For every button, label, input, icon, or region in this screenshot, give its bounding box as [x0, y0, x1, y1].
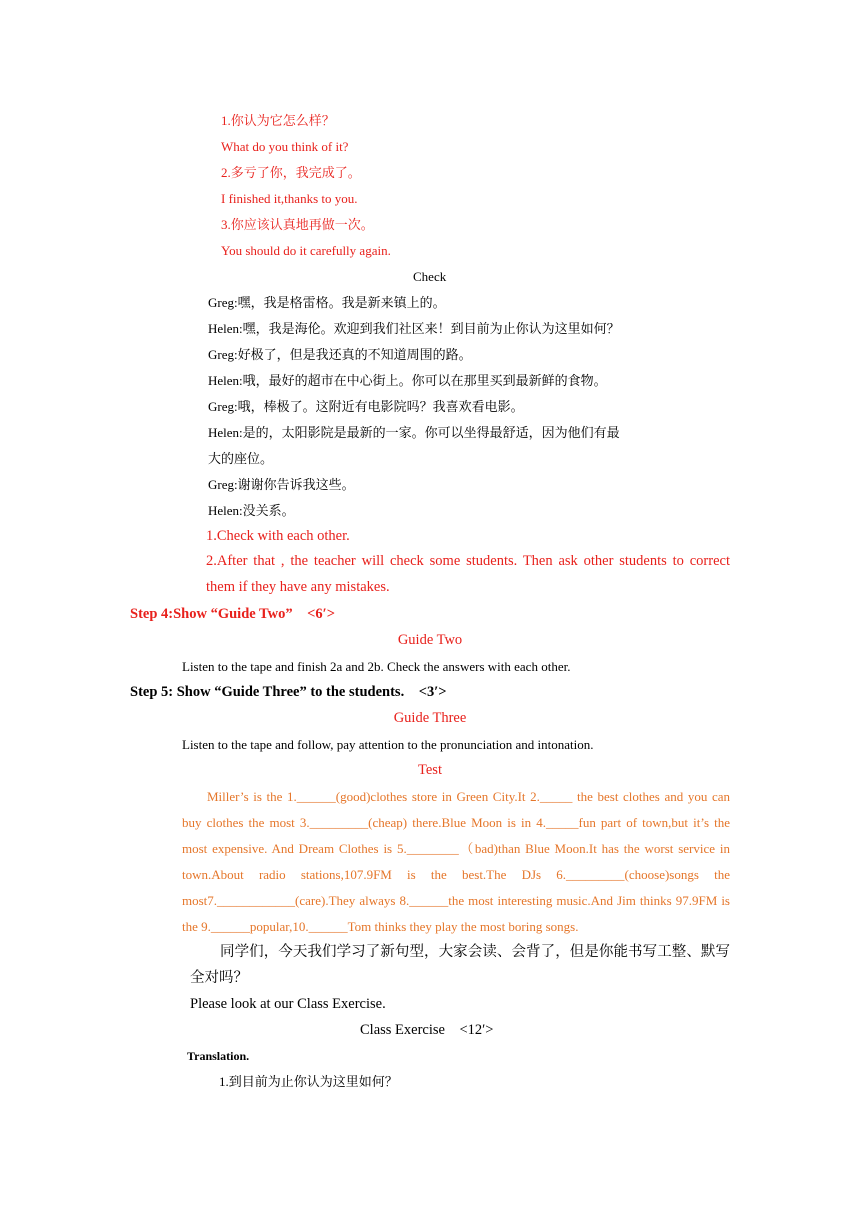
test-title: Test — [418, 762, 442, 778]
phrase-2-cn: 2.多亏了你，我完成了。 — [221, 165, 361, 180]
check-title: Check — [413, 269, 447, 284]
phrase-1-en: What do you think of it? — [221, 139, 349, 154]
translation-label: Translation. — [187, 1049, 250, 1063]
translation-item-1: 1.到目前为止你认为这里如何？ — [219, 1074, 398, 1089]
dialogue-line: Greg:好极了，但是我还真的不知道周围的路。 — [208, 347, 472, 362]
dialogue-line: Greg:哦，棒极了。这附近有电影院吗？我喜欢看电影。 — [208, 399, 524, 414]
phrase-3-en: You should do it carefully again. — [221, 243, 391, 258]
dialogue-line: 大的座位。 — [208, 451, 274, 466]
guide-three-title: Guide Three — [393, 710, 467, 726]
class-exercise-prompt: Please look at our Class Exercise. — [190, 996, 386, 1012]
guide-two-instruction: Listen to the tape and finish 2a and 2b. Check the answers with each other. — [182, 659, 571, 674]
dialogue-line: Greg:谢谢你告诉我这些。 — [208, 477, 355, 492]
dialogue-line: Helen:嘿，我是海伦。欢迎到我们社区来！到目前为止你认为这里如何？ — [208, 321, 620, 336]
phrase-2-en: I finished it,thanks to you. — [221, 191, 358, 206]
guide-three-instruction: Listen to the tape and follow, pay attention to the pronunciation and intonation. — [182, 737, 594, 752]
check-instruction-2: 2.After that , the teacher will check some students. Then ask other students to correct them if they have any mistakes. — [206, 553, 730, 595]
step5-heading: Step 5: Show “Guide Three” to the students. <3′> — [130, 684, 447, 700]
guide-two-title: Guide Two — [397, 632, 463, 648]
phrase-1-cn: 1.你认为它怎么样？ — [221, 113, 335, 128]
check-instruction-1: 1.Check with each other. — [206, 528, 350, 544]
dialogue-line: Helen:哦，最好的超市在中心街上。你可以在那里买到最新鲜的食物。 — [208, 373, 607, 388]
class-exercise-title: Class Exercise <12′> — [360, 1022, 494, 1038]
closing-note: 同学们，今天我们学习了新句型，大家会读、会背了，但是你能书写工整、默写全对吗？ — [190, 944, 730, 986]
dialogue-line: Helen:是的，太阳影院是最新的一家。你可以坐得最舒适，因为他们有最 — [208, 425, 620, 440]
dialogue-line: Greg:嘿，我是格雷格。我是新来镇上的。 — [208, 295, 446, 310]
dialogue-line: Helen:没关系。 — [208, 503, 295, 518]
test-paragraph: Miller’s is the 1.______(good)clothes store in Green City.It 2._____ the best clothes and you can buy clothes the most 3._________(cheap) there.Blue Moon is in 4._____fun part of town,but it’s the most expensive. And Dream Clothes is 5.________（bad)than Blue Moon.It has the worst service in town.About radio stations,107.9FM is the best.The DJs 6._________(choose)songs the most7.____________(care).They always 8.______the most interesting music.And Jim thinks 97.9FM is the 9.______popular,10.______Tom thinks they play the most boring songs. — [182, 789, 730, 934]
phrase-3-cn: 3.你应该认真地再做一次。 — [221, 217, 374, 232]
step4-heading: Step 4:Show “Guide Two” <6′> — [130, 606, 335, 622]
